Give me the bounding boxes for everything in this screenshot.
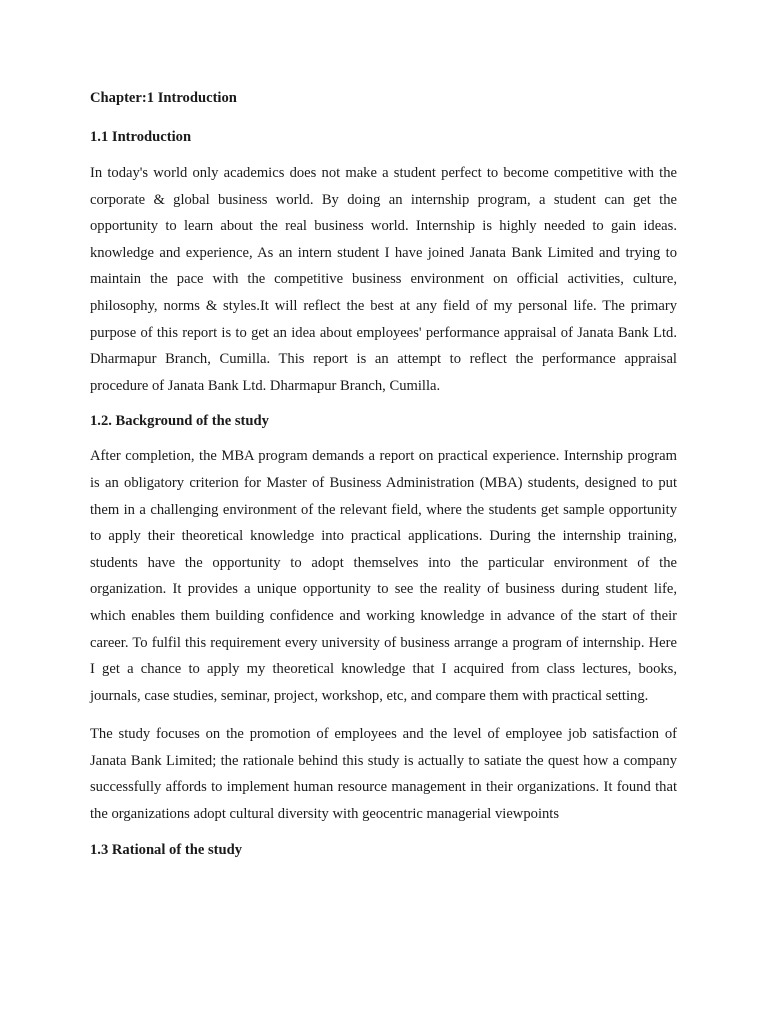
document-page: [90, 88, 677, 860]
section-heading-introduction: 1.1 Introduction: [90, 129, 192, 145]
background-paragraph-2: The study focuses on the promotion of employees and the level of employee job satisfaction of Janata Bank Limited; the rationale behind this study is actually to satiate the quest how a company successfully affords to implement human resource management in their organizations. It found that the organizations adopt cultural diversity with geocentric managerial viewpoints: [90, 726, 677, 823]
section-heading-background: 1.2. Background of the study: [90, 413, 269, 430]
introduction-paragraph: In today's world only academics does not make a student perfect to become competitive with the corporate & global business world. By doing an internship program, a student can get the opportunity to learn about the real business world. Internship is highly needed to gain ideas. knowledge and experience, As an intern student I have joined Janata Bank Limited and trying to maintain the pace with the competitive business environment on official activities, culture, philosophy, norms & styles.It will reflect the best at any field of my personal life. The primary purpose of this report is to get an idea about employees' performance appraisal of Janata Bank Ltd. Dharmapur Branch, Cumilla. This report is an attempt to reflect the performance appraisal procedure of Janata Bank Ltd. Dharmapur Branch, Cumilla.: [90, 165, 677, 394]
background-paragraph-1: After completion, the MBA program demands a report on practical experience. Internship program is an obligatory criterion for Master of Business Administration (MBA) students, designed to put them in a challenging environment of the relevant field, where the students get sample opportunity to apply their theoretical knowledge into practical applications. During the internship training, students have the opportunity to adopt themselves into the particular environment of the organization. It provides a unique opportunity to see the reality of business during student life, which enables them building confidence and working knowledge in advance of the start of their career. To fulfil this requirement every university of business arrange a program of internship. Here I get a chance to apply my theoretical knowledge that I acquired from class lectures, books, journals, case studies, seminar, project, workshop, etc, and compare them with practical setting.: [90, 448, 677, 704]
section-heading-rational: 1.3 Rational of the study: [90, 841, 243, 858]
chapter-title: Chapter:1 Introduction: [90, 90, 237, 106]
